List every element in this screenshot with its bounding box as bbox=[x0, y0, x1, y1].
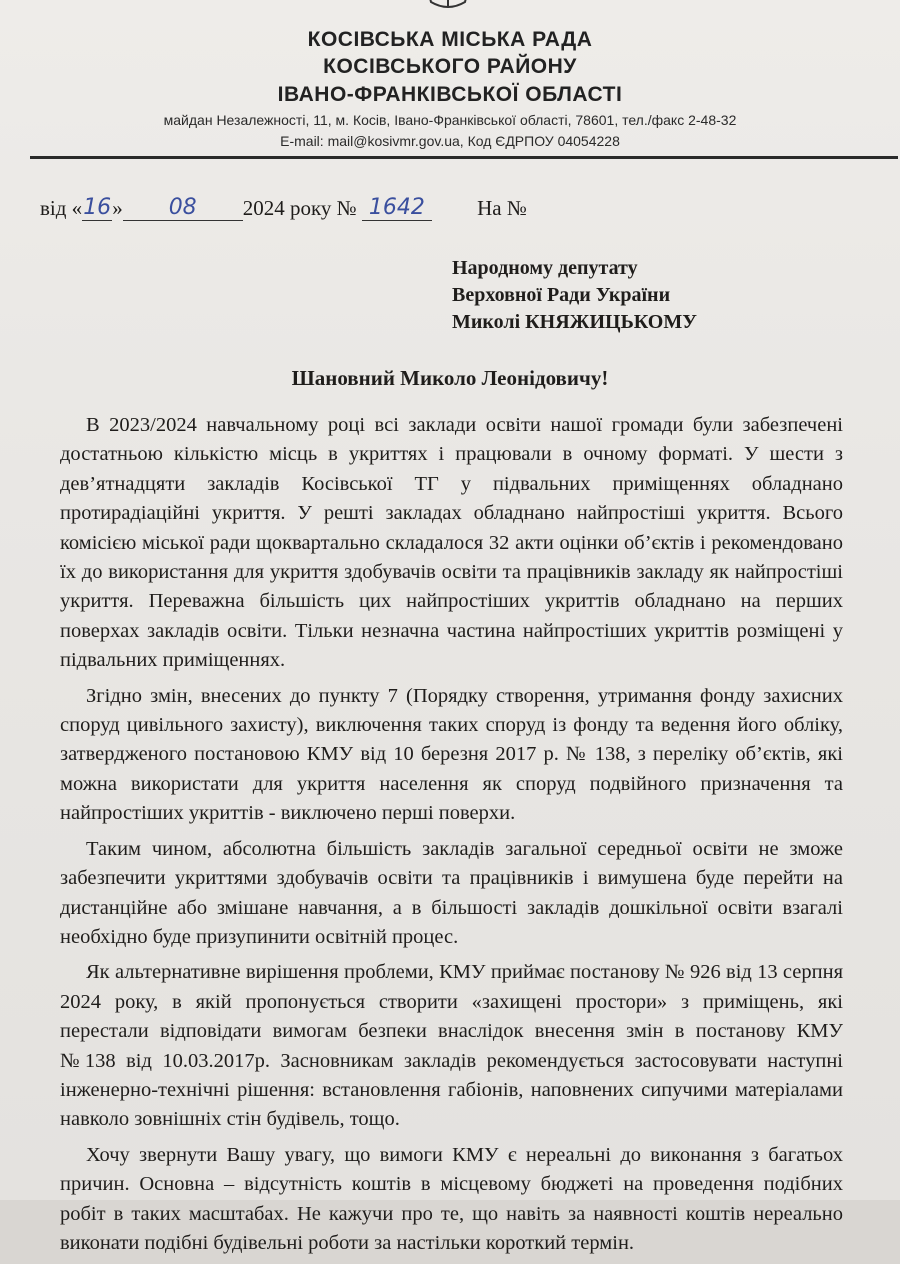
council-contacts: E-mail: mail@kosivmr.gov.ua, Код ЄДРПОУ 04054228 bbox=[280, 133, 620, 149]
date-year: 2024 року № bbox=[242, 196, 357, 220]
region-name: ІВАНО-ФРАНКІВСЬКОЇ ОБЛАСТІ bbox=[277, 83, 623, 106]
addressee-name: Миколі КНЯЖИЦЬКОМУ bbox=[452, 311, 697, 333]
date-month: 08 bbox=[123, 196, 243, 221]
paragraph-2: Згідно змін, внесених до пункту 7 (Порядку створення, утримання фонду захисних споруд цивільного захисту), виключення таких споруд із фонду та ведення його обліку, затвердженого постановою КМУ від 10 березня 2017 р. № 138, з переліку об’єктів, які можна використати для укриття населення як споруд подвійного призначення та найпростіших укриттів - виключено перші поверхи. bbox=[60, 684, 843, 825]
greeting: Шановний Миколо Леонідовичу! bbox=[291, 366, 609, 390]
paragraph-3: Таким чином, абсолютна більшість закладів загальної середньої освіти не зможе забезпечити укриттями здобувачів освіти та працівників і вимушена буде перейти на дистанційне або змішане навчання, а в більшості закладів дошкільної освіти взагалі необхідно буде призупинити освітній процес. bbox=[60, 837, 843, 948]
outgoing-number: 1642 bbox=[362, 196, 432, 221]
paragraph-1: В 2023/2024 навчальному році всі заклади освіти нашої громади були забезпечені достатньою кількістю місць в укриттях і працювали в очному форматі. У шести з дев’ятнадцяти закладів Косівської ТГ у підвальних приміщеннях обладнано протирадіаційні укриття. У решті закладах обладнано найпростіші укриття. Всього комісією міської ради щоквартально складалося 32 акти оцінки об’єктів і рекомендовано їх до використання для укриття здобувачів освіти та працівників закладу як найпростіші укриття. Переважна більшість цих найпростіших укриттів обладнано на перших поверхах закладів освіти. Тільки незначна частина найпростіших укриттів розміщені у підвальних приміщеннях. bbox=[60, 414, 843, 672]
date-from-label: від « bbox=[40, 196, 83, 220]
paragraph-4: Як альтернативне вирішення проблеми, КМУ приймає постанову № 926 від 13 серпня 2024 року, в якій пропонується створити «захищені простори» з приміщень, які перестали відповідати вимогам безпеки внаслідок внесення змін в постанову КМУ №138 від 10.03.2017р. Засновникам закладів рекомендується застосовувати наступні інженерно-технічні рішення: встановлення габіонів, наповнених сипучими матеріалами навколо зовнішніх стін будівель, тощо. bbox=[60, 961, 843, 1131]
council-address: майдан Незалежності, 11, м. Косів, Івано-Франківської області, 78601, тел./факс 2-48-32 bbox=[163, 112, 737, 128]
letter-body bbox=[60, 411, 843, 1264]
date-quote-close: » bbox=[112, 196, 123, 220]
coat-of-arms-icon bbox=[425, 0, 471, 10]
paragraph-5: Хочу звернути Вашу увагу, що вимоги КМУ є нереальні до виконання з багатьох причин. Основна – відсутність коштів в місцевому бюджеті на проведення подібних робіт в таких масштабах. Не кажучи про те, що навіть за наявності коштів нереально виконати подібні будівельні роботи за настільки короткий термін. bbox=[60, 1143, 843, 1254]
header-divider bbox=[30, 156, 898, 159]
district-name: КОСІВСЬКОГО РАЙОНУ bbox=[323, 55, 577, 78]
council-name: КОСІВСЬКА МІСЬКА РАДА bbox=[307, 28, 593, 51]
reply-to-label: На № bbox=[477, 196, 527, 220]
letter-reference bbox=[40, 196, 527, 221]
date-day: 16 bbox=[83, 195, 112, 220]
addressee-body: Верховної Ради України bbox=[452, 284, 671, 306]
addressee-title: Народному депутату bbox=[452, 257, 638, 279]
